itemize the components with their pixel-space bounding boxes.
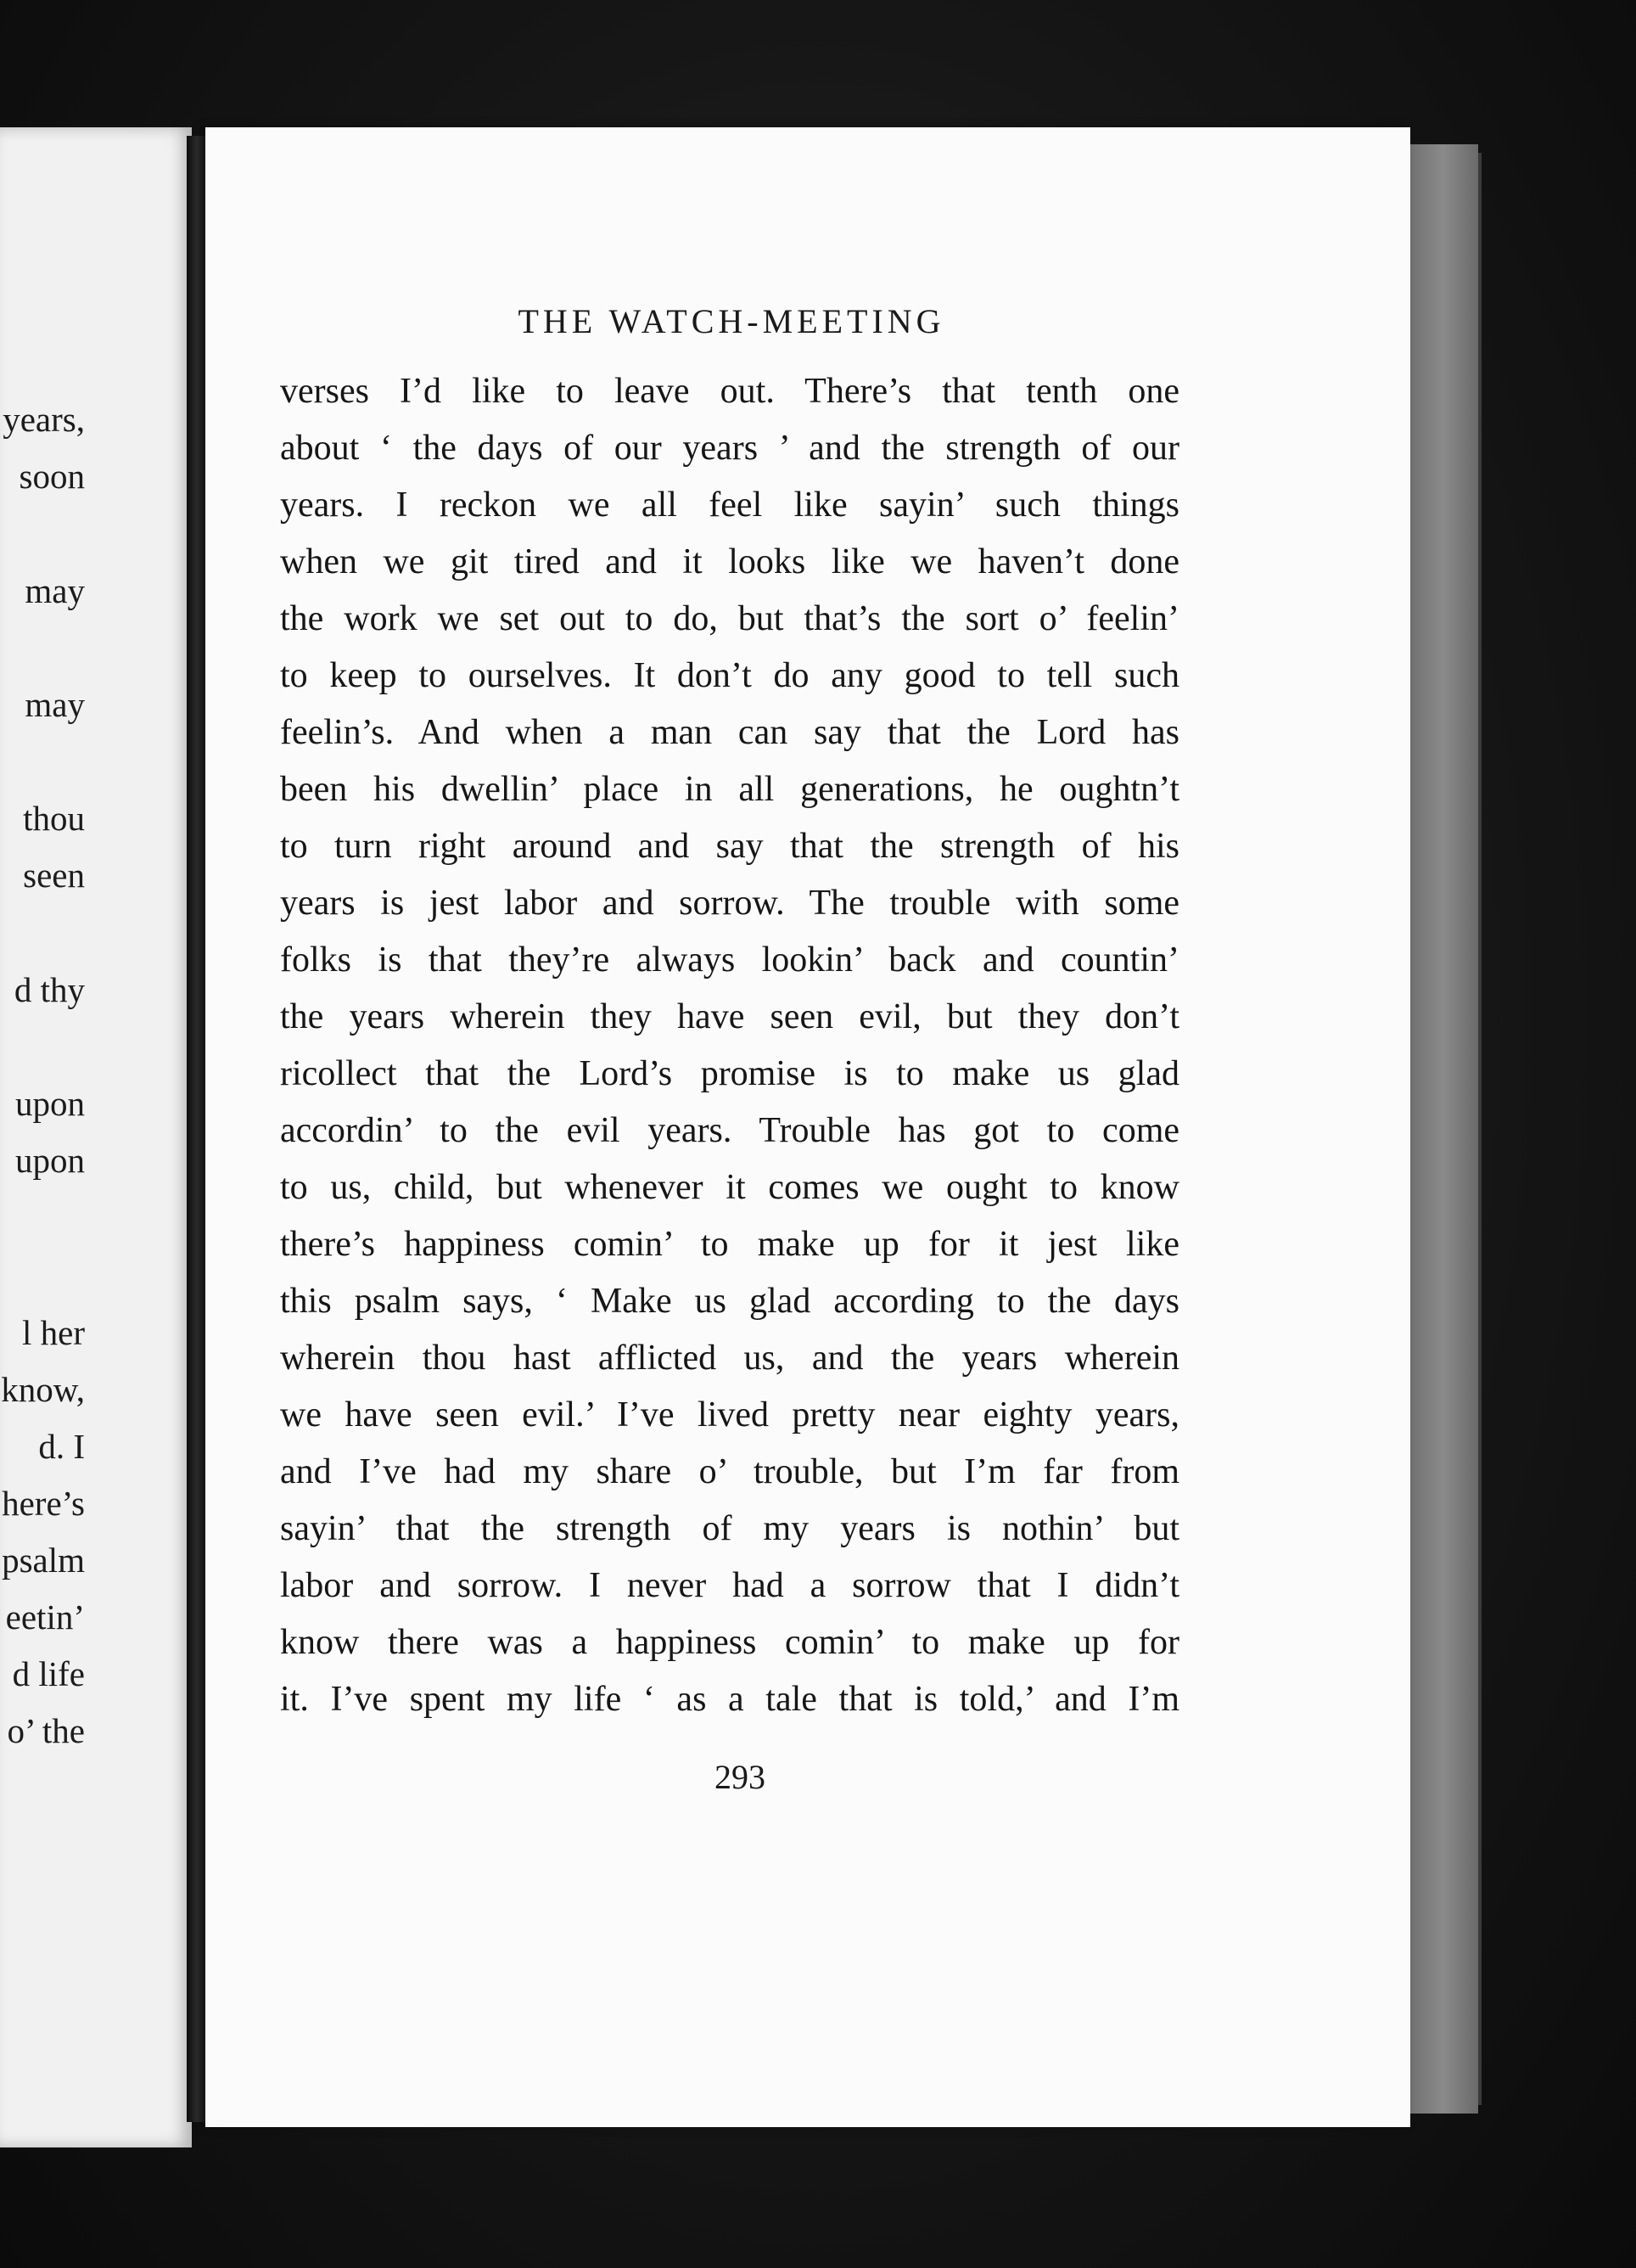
- text-line: verses I’d like to leave out. There’s that tenth one: [280, 372, 1179, 411]
- left-page-fragment: here’s: [2, 1484, 85, 1523]
- text-line: and I’ve had my share o’ trouble, but I’m far from: [280, 1452, 1179, 1491]
- left-page-fragment: soon: [19, 457, 85, 496]
- text-line: to us, child, but whenever it comes we ought to know: [280, 1168, 1179, 1207]
- text-line: accordin’ to the evil years. Trouble has got to come: [280, 1111, 1179, 1150]
- text-line: the work we set out to do, but that’s the sort o’ feelin’: [280, 599, 1179, 638]
- text-line: to turn right around and say that the strength of his: [280, 827, 1179, 866]
- left-page-fragment: d thy: [14, 970, 85, 1009]
- left-page-fragment: d. I: [38, 1427, 85, 1466]
- text-line: wherein thou hast afflicted us, and the years wherein: [280, 1339, 1179, 1378]
- page-number: 293: [714, 1758, 765, 1796]
- text-line: we have seen evil.’ I’ve lived pretty near eighty years,: [280, 1395, 1179, 1434]
- left-page-fragment: d life: [12, 1654, 85, 1693]
- page-stack-shadow: [1478, 153, 1482, 2105]
- text-line: when we git tired and it looks like we haven’t done: [280, 542, 1179, 581]
- left-page-fragment: upon: [15, 1141, 85, 1180]
- text-line: labor and sorrow. I never had a sorrow that I didn’t: [280, 1566, 1179, 1605]
- text-line: sayin’ that the strength of my years is nothin’ but: [280, 1509, 1179, 1548]
- text-line: feelin’s. And when a man can say that the Lord has: [280, 713, 1179, 752]
- text-line: ricollect that the Lord’s promise is to make us glad: [280, 1054, 1179, 1093]
- text-line: it. I’ve spent my life ‘ as a tale that is told,’ and I’m: [280, 1680, 1179, 1719]
- left-page-fragment: may: [25, 685, 85, 724]
- text-line: this psalm says, ‘ Make us glad according to the days: [280, 1282, 1179, 1321]
- text-line: about ‘ the days of our years ’ and the strength of our: [280, 429, 1179, 468]
- left-page-fragment: psalm: [2, 1541, 85, 1580]
- text-line: the years wherein they have seen evil, but they don’t: [280, 997, 1179, 1036]
- text-line: years. I reckon we all feel like sayin’ such things: [280, 486, 1179, 525]
- text-line: been his dwellin’ place in all generations, he oughtn’t: [280, 770, 1179, 809]
- left-page-fragment: seen: [23, 856, 85, 895]
- text-line: there’s happiness comin’ to make up for it jest like: [280, 1225, 1179, 1264]
- page-stack-edge: [1409, 144, 1478, 2114]
- text-line: to keep to ourselves. It don’t do any good to tell such: [280, 656, 1179, 695]
- right-page: [205, 127, 1410, 2127]
- left-page-fragment: years,: [3, 400, 85, 439]
- left-page-fragment: l her: [22, 1313, 85, 1352]
- left-page-fragment: may: [25, 571, 85, 610]
- running-head: THE WATCH-MEETING: [518, 302, 945, 340]
- text-line: know there was a happiness comin’ to make up for: [280, 1623, 1179, 1662]
- left-page-fragment: thou: [23, 799, 85, 838]
- left-page-fragment: eetin’: [5, 1597, 85, 1636]
- left-page-fragment: o’ the: [7, 1711, 85, 1750]
- text-line: years is jest labor and sorrow. The trouble with some: [280, 884, 1179, 923]
- body-text: [280, 363, 1179, 1728]
- left-page-fragment: upon: [15, 1084, 85, 1123]
- left-page-fragment: know,: [1, 1370, 85, 1409]
- left-facing-page: [0, 127, 192, 2147]
- text-line: folks is that they’re always lookin’ back and countin’: [280, 940, 1179, 980]
